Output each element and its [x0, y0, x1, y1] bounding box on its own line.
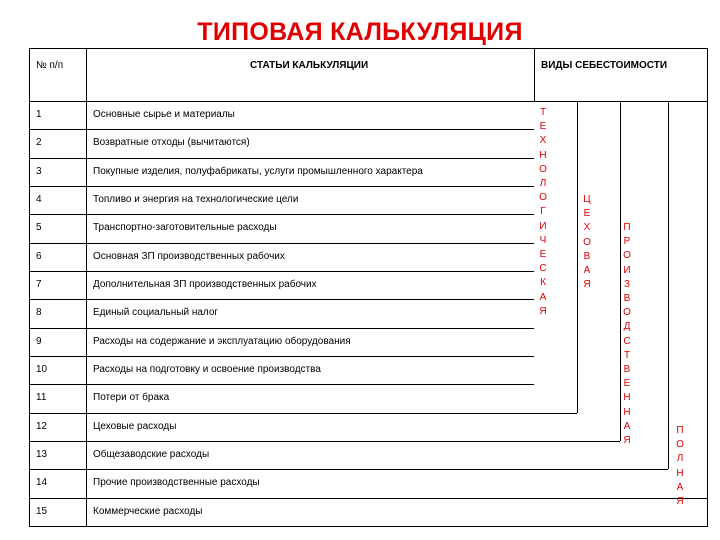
vertical-letter: О	[676, 439, 684, 451]
vertical-letter: Л	[676, 453, 684, 465]
row-separator	[29, 243, 534, 244]
row-number: 14	[36, 477, 48, 489]
vertical-letter: О	[539, 163, 547, 175]
vertical-letter: В	[583, 250, 591, 262]
vertical-letter: Е	[539, 121, 547, 133]
row-label: Прочие производственные расходы	[93, 477, 260, 489]
row-separator	[29, 129, 534, 130]
row-separator	[29, 214, 534, 215]
vertical-letter: Л	[539, 178, 547, 190]
vertical-letter: З	[623, 278, 631, 290]
vertical-letter: Я	[623, 435, 631, 447]
vertical-letter: В	[623, 364, 631, 376]
header-bottom-border	[29, 101, 707, 102]
vertical-letter: Н	[623, 406, 631, 418]
vertical-letter: Е	[583, 208, 591, 220]
row-label: Дополнительная ЗП производственных рабочих	[93, 278, 317, 290]
vertical-letter: Д	[623, 321, 631, 333]
production-cost-label	[620, 221, 634, 448]
vertical-letter: А	[676, 481, 684, 493]
column-divider	[86, 48, 87, 527]
row-separator	[29, 299, 534, 300]
vertical-letter: В	[623, 293, 631, 305]
row-separator	[29, 526, 707, 527]
vertical-letter: А	[623, 420, 631, 432]
vertical-letter: Х	[583, 222, 591, 234]
vertical-letter: Ц	[583, 194, 591, 205]
vertical-letter: С	[539, 263, 547, 275]
vertical-letter: О	[539, 192, 547, 204]
vertical-letter: С	[623, 335, 631, 347]
row-number: 6	[36, 250, 42, 262]
row-label: Покупные изделия, полуфабрикаты, услуги промышленного характера	[93, 165, 423, 177]
header-items: СТАТЬИ КАЛЬКУЛЯЦИИ	[250, 60, 369, 71]
row-separator	[29, 328, 534, 329]
production-bracket	[668, 101, 669, 469]
vertical-letter: И	[623, 264, 631, 276]
row-label: Единый социальный налог	[93, 307, 219, 319]
header-cost-types: ВИДЫ СЕБЕСТОИМОСТИ	[541, 60, 668, 71]
vertical-letter: П	[623, 222, 631, 233]
row-number: 13	[36, 448, 48, 460]
vertical-letter: О	[623, 307, 631, 319]
row-separator	[29, 413, 577, 414]
row-separator	[29, 498, 707, 499]
page-title: ТИПОВАЯ КАЛЬКУЛЯЦИЯ	[197, 18, 523, 46]
row-number: 11	[36, 392, 47, 404]
header-num: № п/п	[36, 60, 64, 71]
row-label: Топливо и энергия на технологические цели	[93, 193, 299, 205]
row-separator	[29, 384, 534, 385]
row-number: 4	[36, 193, 42, 205]
row-number: 8	[36, 307, 42, 319]
vertical-letter: П	[676, 425, 684, 436]
shop-cost-label	[580, 193, 594, 292]
vertical-letter: Х	[539, 135, 547, 147]
row-label: Потери от брака	[93, 392, 170, 404]
vertical-letter: Е	[539, 249, 547, 261]
table-left-border	[29, 48, 30, 527]
row-number: 7	[36, 278, 42, 290]
row-label: Возвратные отходы (вычитаются)	[93, 137, 250, 149]
row-label: Цеховые расходы	[93, 420, 177, 432]
technological-bracket	[577, 101, 578, 413]
row-label: Расходы на содержание и эксплуатацию оборудования	[93, 335, 351, 347]
vertical-letter: Я	[539, 305, 547, 317]
row-separator	[29, 469, 668, 470]
vertical-letter: Т	[623, 349, 631, 361]
full-cost-label	[673, 424, 687, 509]
row-label: Основная ЗП производственных рабочих	[93, 250, 285, 262]
vertical-letter: О	[583, 236, 591, 248]
vertical-letter: Н	[539, 149, 547, 161]
vertical-letter: А	[583, 265, 591, 277]
vertical-letter: Ч	[539, 234, 547, 246]
row-separator	[29, 441, 620, 442]
technological-cost-label	[536, 106, 550, 319]
vertical-letter: Р	[623, 236, 631, 248]
row-separator	[29, 271, 534, 272]
vertical-letter: Я	[583, 279, 591, 291]
row-number: 9	[36, 335, 42, 347]
row-number: 5	[36, 222, 42, 234]
row-label: Транспортно-заготовительные расходы	[93, 222, 277, 234]
row-label: Общезаводские расходы	[93, 448, 210, 460]
vertical-letter: О	[623, 250, 631, 262]
vertical-letter: Т	[539, 107, 547, 118]
vertical-letter: Н	[676, 467, 684, 479]
row-label: Коммерческие расходы	[93, 505, 203, 517]
vertical-letter: И	[539, 220, 547, 232]
row-number: 10	[36, 363, 48, 375]
vertical-letter: К	[540, 277, 546, 289]
row-number: 3	[36, 165, 42, 177]
vertical-letter: Я	[676, 496, 684, 508]
table-top-border	[29, 48, 707, 49]
vertical-letter: Е	[623, 378, 631, 390]
table-right-border	[707, 48, 708, 527]
row-separator	[29, 356, 534, 357]
vertical-letter: Н	[623, 392, 631, 404]
row-number: 15	[36, 505, 48, 517]
row-separator	[29, 158, 534, 159]
row-number: 2	[36, 137, 42, 149]
row-label: Расходы на подготовку и освоение производства	[93, 363, 321, 375]
vertical-letter: Г	[540, 206, 546, 218]
row-number: 1	[36, 109, 42, 120]
row-separator	[29, 186, 534, 187]
vertical-letter: А	[539, 291, 547, 303]
row-label: Основные сырье и материалы	[93, 109, 235, 120]
column-divider	[534, 48, 535, 101]
row-number: 12	[36, 420, 48, 432]
